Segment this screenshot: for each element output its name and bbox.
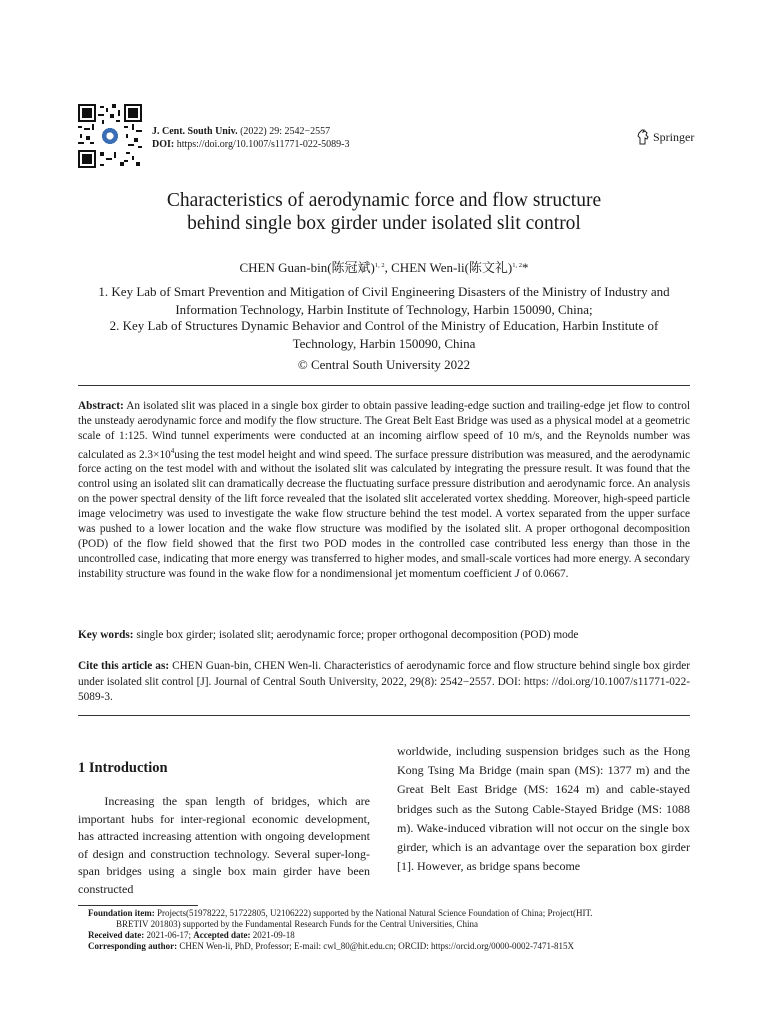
affiliation-2-line-1: 2. Key Lab of Structures Dynamic Behavior and Control of the Ministry of Education, Harbin Institute of xyxy=(109,318,659,333)
title-line-1: Characteristics of aerodynamic force and flow structure xyxy=(166,190,602,211)
affiliation-2-line-2: Technology, Harbin 150090, China xyxy=(292,336,476,351)
foundation-text-1: Projects(51978222, 51722805, U2106222) supported by the National Natural Science Foundation of China; Project(HIT. xyxy=(154,908,593,918)
foundation-text-2: BRETIV 201803) supported by the Fundamental Research Funds for the Central Universities, China xyxy=(116,919,479,929)
affiliation-1-line-1: 1. Key Lab of Smart Prevention and Mitigation of Civil Engineering Disasters of the Ministry of Industry and xyxy=(98,284,670,299)
corresponding-label: Corresponding author: xyxy=(88,941,178,951)
keywords-label: Key words: xyxy=(78,629,134,641)
author-1-affiliation: 1, 2 xyxy=(374,262,385,269)
jet-momentum-symbol: J xyxy=(514,567,520,580)
received-label: Received date: xyxy=(88,930,145,940)
corresponding-mark: * xyxy=(522,260,529,275)
accepted-label: Accepted date: xyxy=(193,930,251,940)
affiliation-2 xyxy=(60,317,708,353)
citation xyxy=(78,659,690,706)
citation-label: Cite this article as: xyxy=(78,660,170,672)
title-line-2: behind single box girder under isolated slit control xyxy=(187,213,581,234)
affiliation-1-line-2: Information Technology, Harbin Institute of Technology, Harbin 150090, China; xyxy=(175,302,593,317)
author-1: CHEN Guan-bin(陈冠斌) xyxy=(239,260,375,275)
doi-label: DOI: xyxy=(152,139,175,150)
section-heading: 1 Introduction xyxy=(78,760,168,776)
footnote-divider xyxy=(78,905,198,906)
springer-horse-icon xyxy=(636,129,650,145)
journal-abbreviation: J. Cent. South Univ. xyxy=(152,126,238,137)
citation-text: CHEN Guan-bin, CHEN Wen-li. Characteristics of aerodynamic force and flow structure behind single box girder under isolated slit control [J]. Journal of Central South University, 2022, 29(8): 2542−2557. DOI: https: //doi.org/10.1007/s11771-022-5089-3. xyxy=(78,660,690,703)
abstract-text-1: An isolated slit was placed in a single box girder to obtain passive leading-edge suction and trailing-edge jet flow to control the unsteady aerodynamic force and modify the flow structure. The Great Belt East Bridge was used as a physical model at a geometric scale of 1:125. Wind tunnel experiments were conducted at an incoming airflow speed of 10 m/s, and the Reynolds number was calculated as 2.3×10 xyxy=(78,400,690,461)
reynolds-exponent: 4 xyxy=(170,446,175,455)
abstract xyxy=(78,399,690,582)
dates xyxy=(88,930,690,941)
accepted-value: 2021-09-18 xyxy=(250,930,295,940)
publisher-logo xyxy=(636,129,694,145)
divider-top xyxy=(78,385,690,386)
abstract-text-2: using the test model height and wind speed. The surface pressure distribution was measured, and the aerodynamic force acting on the test model with and without the isolated slit was calculated by integrating the pressure result. It was found that the control using an isolated slit can dramatically decrease the fluctuating surface pressure distribution and aerodynamic force. An analysis on the power spectral density of the lift force revealed that the isolated slit accelerated vortex shedding. Moreover, high-speed particle image velocimetry was used to investigate the wake flow structure behind the test model. A vortex separated from the upper surface was pushed to a lower location and the wake flow structure was modified by the isolated slit. A proper orthogonal decomposition (POD) of the flow field showed that the first two POD modes in the controlled case contributed less energy than those in the uncontrolled case, indicating that more energy was transferred to higher modes, and small-scale vortices had more energy. A secondary instability structure was found in the wake flow for a nondimensional jet momentum coefficient xyxy=(78,448,690,580)
corresponding-text: CHEN Wen-li, PhD, Professor; E-mail: cwl_80@hit.edu.cn; ORCID: https://orcid.org/0000-0002-7471-815X xyxy=(177,941,575,951)
foundation-label: Foundation item: xyxy=(88,908,155,918)
abstract-text-3: of 0.0667. xyxy=(519,567,569,580)
author-2-affiliation: 1, 2 xyxy=(512,262,523,269)
keywords-text: single box girder; isolated slit; aerodynamic force; proper orthogonal decomposition (POD) mode xyxy=(133,629,579,641)
foundation-item xyxy=(88,908,690,930)
intro-left-column: Increasing the span length of bridges, which are important hubs for inter-regional economic development, has attracted increasing attention with ongoing development of design and construction technology. Several super-long-span bridges using a single box main girder have been constructed xyxy=(78,794,370,896)
article-title xyxy=(60,189,708,235)
affiliation-1 xyxy=(60,283,708,319)
author-separator: , xyxy=(384,260,392,275)
qr-code-icon xyxy=(78,104,142,168)
journal-doi-line xyxy=(152,138,350,151)
journal-volume-pages: (2022) 29: 2542−2557 xyxy=(237,126,331,137)
author-list xyxy=(60,257,708,276)
abstract-label: Abstract: xyxy=(78,400,124,412)
divider-bottom xyxy=(78,715,690,716)
received-value: 2021-06-17; xyxy=(144,930,194,940)
footnote xyxy=(88,908,690,952)
corresponding-author xyxy=(88,941,690,952)
intro-right-column: worldwide, including suspension bridges such as the Hong Kong Tsing Ma Bridge (main span (MS): 1377 m) and the Great Belt East Bridge (MS: 1624 m) and cable-stayed bridges such as the Sutong Cable-Stayed Bridge (MS: 1088 m). Wake-induced vibration will not occur on the single box girder, which is an advantage over the separation box girder [1]. However, as bridge spans become xyxy=(397,744,690,874)
journal-citation-line xyxy=(152,125,350,138)
keywords xyxy=(78,628,690,644)
copyright-notice: © Central South University 2022 xyxy=(297,357,471,372)
doi-link[interactable]: https://doi.org/10.1007/s11771-022-5089-3 xyxy=(174,139,350,150)
journal-info xyxy=(152,125,350,151)
publisher-name: Springer xyxy=(653,129,695,144)
author-2: CHEN Wen-li(陈文礼) xyxy=(391,260,513,275)
